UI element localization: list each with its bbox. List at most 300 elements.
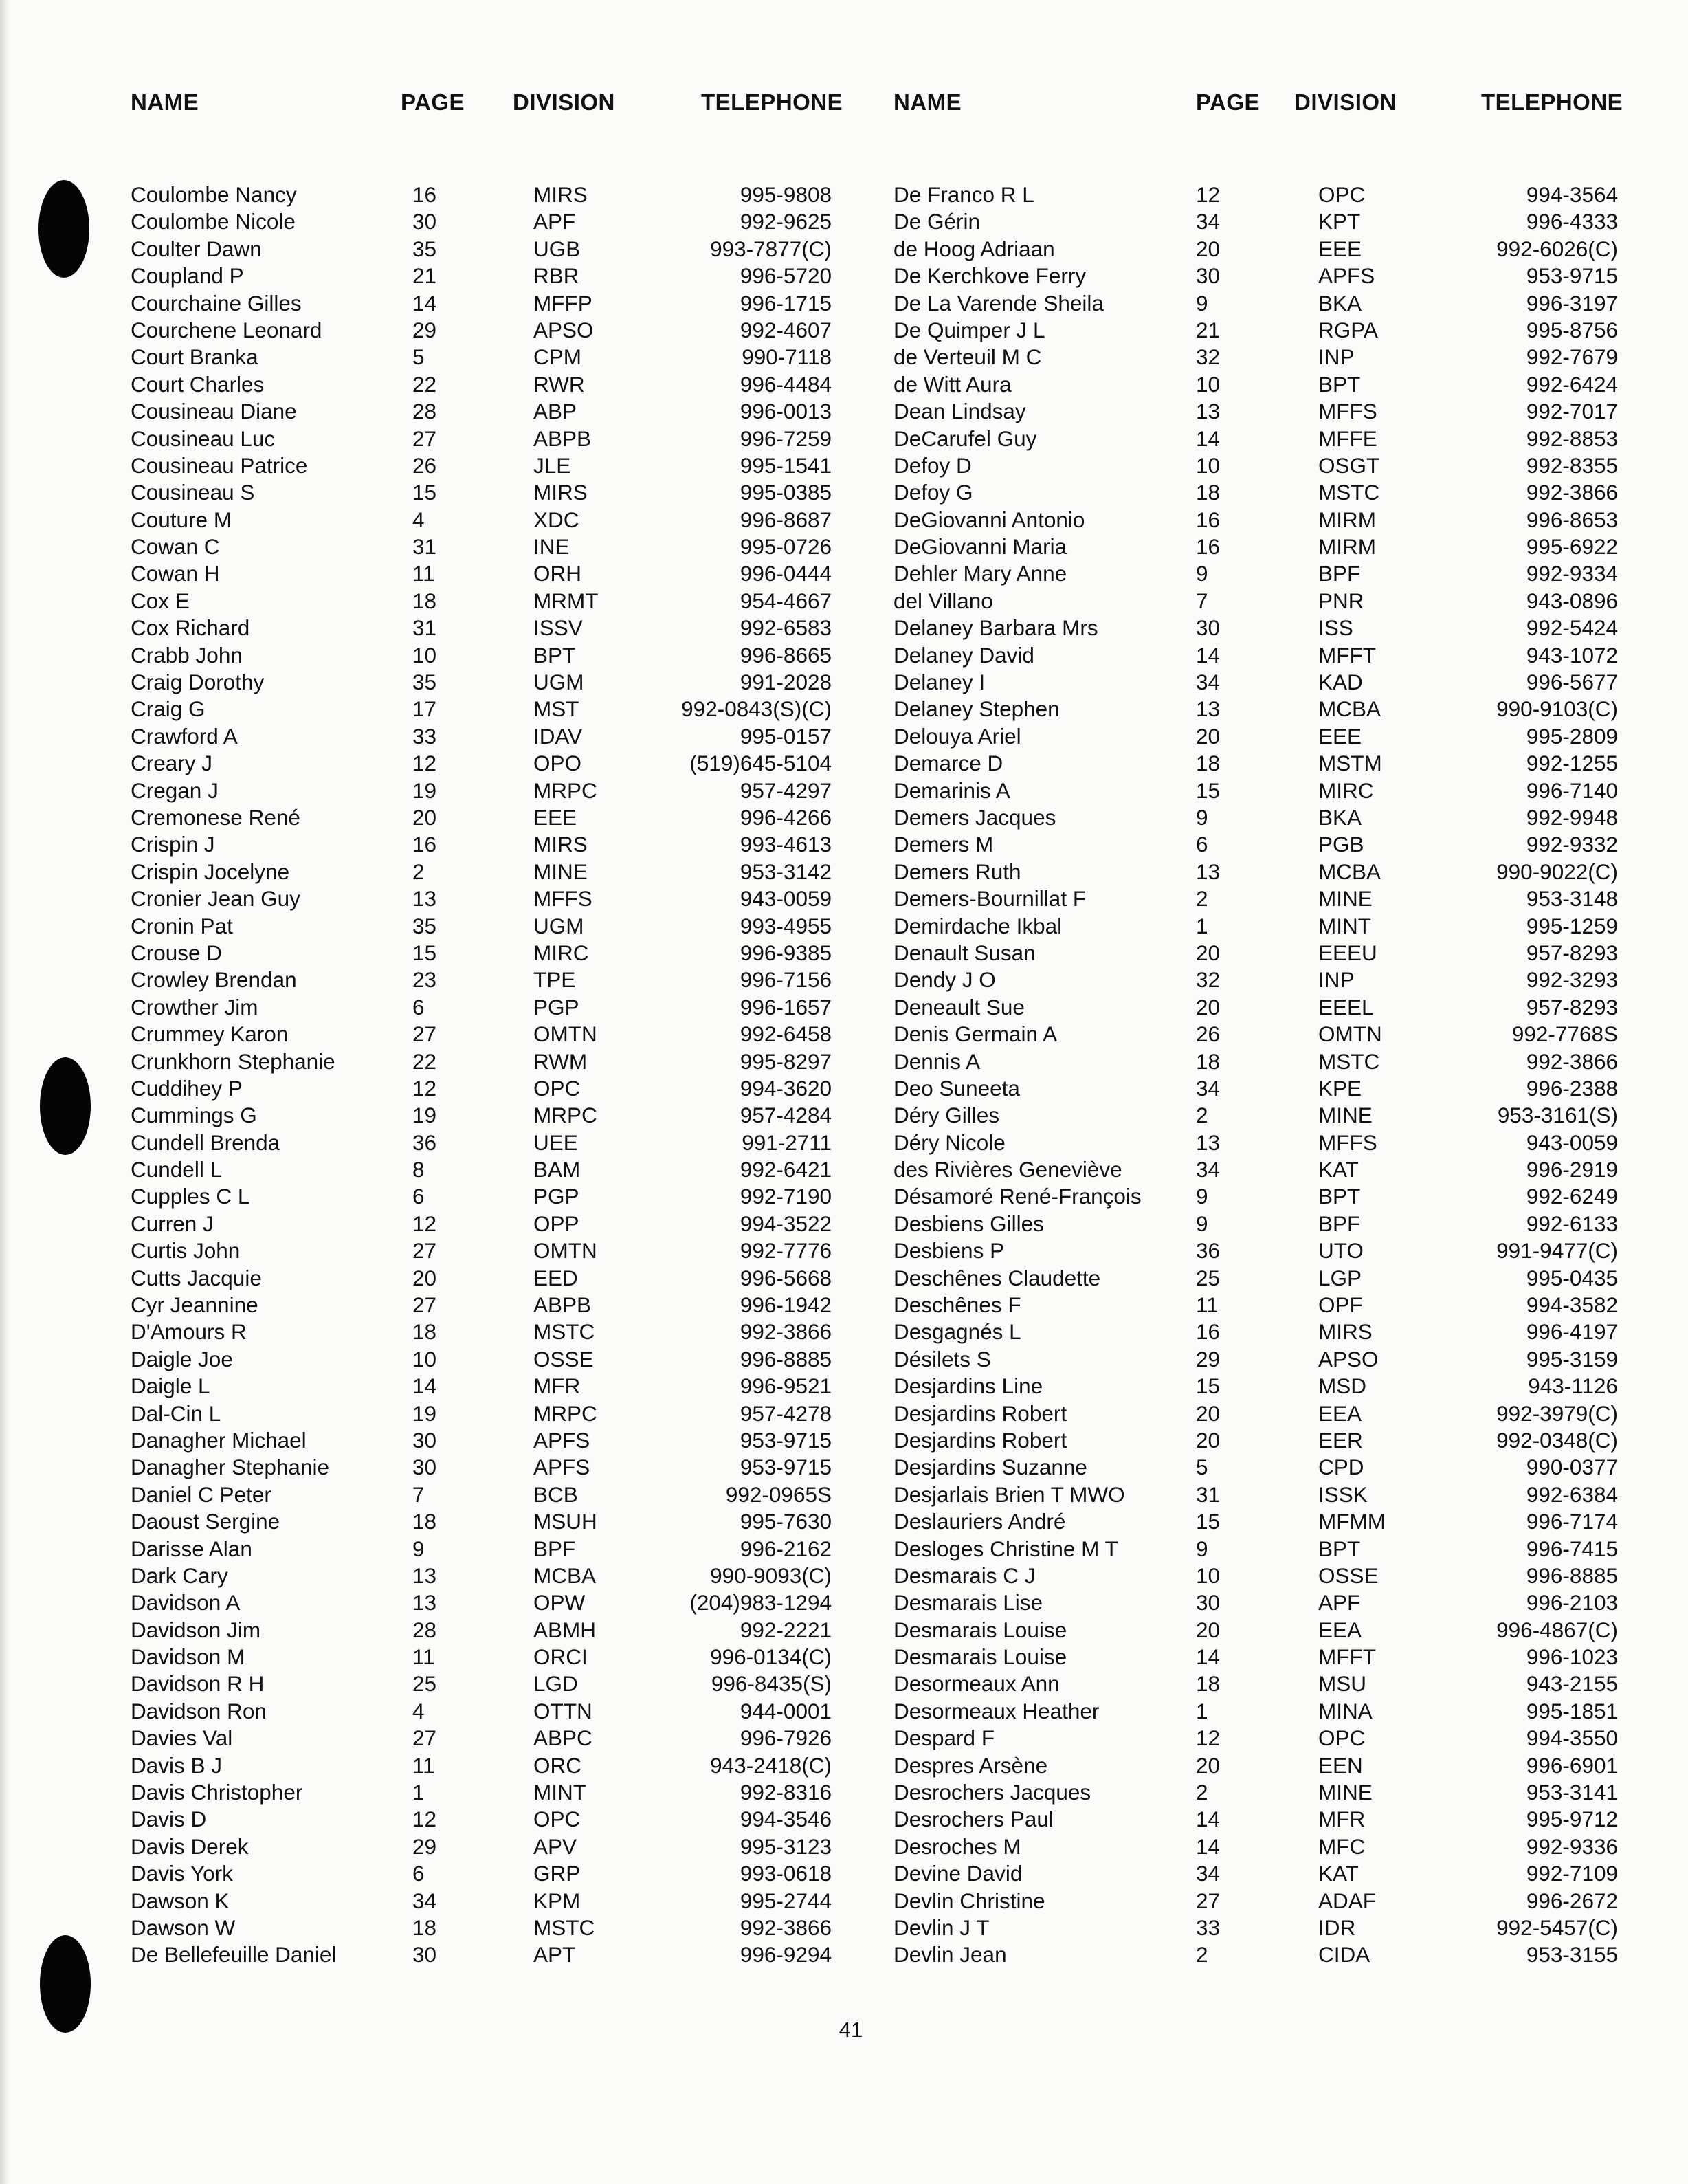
directory-entry <box>131 1941 845 1968</box>
entry-page: 6 <box>412 1861 425 1886</box>
entry-name: Delaney Barbara Mrs <box>893 615 1098 641</box>
entry-name: Crummey Karon <box>131 1022 289 1047</box>
entry-name: De Bellefeuille Daniel <box>131 1942 337 1967</box>
directory-entry <box>131 1779 845 1806</box>
directory-entry <box>131 1563 845 1589</box>
entry-telephone: 996-4484 <box>740 371 832 397</box>
left-entries <box>131 181 845 1969</box>
entry-telephone: 996-0013 <box>740 399 832 424</box>
entry-page: 34 <box>1196 1075 1221 1101</box>
header-page: PAGE <box>1196 89 1261 115</box>
entry-telephone: 994-3582 <box>1526 1292 1618 1318</box>
directory-entry <box>893 1860 1636 1887</box>
entry-page: 1 <box>1196 1698 1208 1723</box>
entry-name: Davidson M <box>131 1644 245 1670</box>
entry-telephone: 992-5424 <box>1526 615 1618 641</box>
directory-entry <box>893 1048 1636 1075</box>
directory-entry <box>131 1888 845 1915</box>
directory-entry <box>893 831 1636 858</box>
directory-entry <box>893 317 1636 344</box>
entry-division: MSTC <box>1318 1048 1380 1074</box>
entry-division: MSU <box>1318 1671 1366 1697</box>
entry-page: 14 <box>412 290 437 316</box>
directory-entry <box>131 804 845 831</box>
entry-page: 20 <box>1196 236 1221 261</box>
entry-page: 9 <box>1196 561 1208 586</box>
entry-page: 31 <box>1196 1481 1221 1507</box>
entry-page: 20 <box>1196 940 1221 965</box>
entry-name: Desloges Christine M T <box>893 1536 1118 1561</box>
entry-page: 29 <box>1196 1346 1221 1371</box>
entry-division: JLE <box>533 452 571 478</box>
entry-name: Davis Derek <box>131 1833 249 1859</box>
entry-division: KAT <box>1318 1157 1359 1182</box>
entry-telephone: 953-9715 <box>740 1455 832 1480</box>
entry-name: Demarinis A <box>893 777 1010 803</box>
entry-telephone: 995-0726 <box>740 534 832 560</box>
directory-entry <box>131 1075 845 1102</box>
entry-telephone: 996-0444 <box>740 561 832 586</box>
directory-entry <box>131 669 845 696</box>
entry-name: Crispin J <box>131 832 215 857</box>
entry-name: De Kerchkove Ferry <box>893 263 1087 289</box>
entry-division: OSGT <box>1318 452 1380 478</box>
directory-entry <box>131 1454 845 1481</box>
entry-name: Cowan C <box>131 534 220 560</box>
entry-division: MSTM <box>1318 751 1382 776</box>
entry-name: Defoy G <box>893 480 973 505</box>
entry-division: OPC <box>1318 182 1366 207</box>
entry-name: Désamoré René-François <box>893 1184 1142 1209</box>
entry-telephone: 996-2103 <box>1526 1590 1618 1615</box>
entry-name: Daigle L <box>131 1374 210 1399</box>
entry-name: Déry Nicole <box>893 1129 1006 1155</box>
entry-division: MSUH <box>533 1509 597 1534</box>
entry-telephone: 992-7017 <box>1526 399 1618 424</box>
directory-entry <box>893 263 1636 289</box>
entry-division: APF <box>1318 1590 1361 1615</box>
entry-name: Davidson Ron <box>131 1698 267 1723</box>
directory-entry <box>893 1183 1636 1210</box>
entry-name: Coulombe Nancy <box>131 182 297 207</box>
entry-division: MFFS <box>533 886 592 912</box>
entry-telephone: 995-8297 <box>740 1048 832 1074</box>
entry-telephone: 996-1657 <box>740 994 832 1019</box>
entry-division: OMTN <box>1318 1022 1382 1047</box>
entry-page: 14 <box>1196 1807 1221 1832</box>
entry-division: ABP <box>533 399 577 424</box>
directory-entry <box>893 804 1636 831</box>
entry-page: 20 <box>1196 1427 1221 1453</box>
entry-telephone: 994-3522 <box>740 1211 832 1236</box>
directory-entry <box>131 1481 845 1508</box>
entry-division: APSO <box>533 317 594 342</box>
entry-division: INP <box>1318 344 1355 370</box>
entry-name: Davies Val <box>131 1725 233 1751</box>
entry-name: Despard F <box>893 1725 995 1751</box>
entry-division: MFFT <box>1318 642 1376 668</box>
entry-telephone: 996-6901 <box>1526 1752 1618 1778</box>
entry-division: APT <box>533 1942 576 1967</box>
entry-division: MINT <box>533 1780 586 1805</box>
directory-entry <box>131 967 845 993</box>
directory-entry <box>131 208 845 235</box>
entry-telephone: 995-2744 <box>740 1888 832 1913</box>
directory-entry <box>131 1021 845 1048</box>
directory-entry <box>893 885 1636 912</box>
entry-name: Desmarais Louise <box>893 1644 1067 1670</box>
entry-name: Crunkhorn Stephanie <box>131 1048 335 1074</box>
entry-name: Courchene Leonard <box>131 317 322 342</box>
entry-name: Delaney David <box>893 642 1034 668</box>
entry-page: 30 <box>1196 1590 1221 1615</box>
entry-page: 8 <box>412 1157 425 1182</box>
entry-division: EEE <box>1318 723 1362 749</box>
entry-telephone: 992-9336 <box>1526 1833 1618 1859</box>
entry-name: Cremonese René <box>131 804 300 830</box>
entry-name: Daigle Joe <box>131 1346 233 1371</box>
directory-entry <box>893 696 1636 723</box>
entry-telephone: 992-0348(C) <box>1496 1427 1618 1453</box>
entry-page: 16 <box>1196 1319 1221 1345</box>
entry-division: BKA <box>1318 290 1362 316</box>
entry-page: 15 <box>412 480 437 505</box>
entry-name: Devlin Jean <box>893 1942 1007 1967</box>
directory-entry <box>131 1698 845 1725</box>
directory-entry <box>893 1806 1636 1833</box>
directory-entry <box>131 290 845 317</box>
entry-page: 20 <box>1196 994 1221 1019</box>
directory-entry <box>131 1752 845 1779</box>
entry-name: Demers Jacques <box>893 804 1056 830</box>
entry-division: MINE <box>1318 886 1373 912</box>
directory-entry <box>893 723 1636 750</box>
entry-page: 19 <box>412 1400 437 1426</box>
directory-entry <box>131 1806 845 1833</box>
entry-page: 21 <box>412 263 437 289</box>
entry-division: BPF <box>1318 561 1361 586</box>
entry-telephone: 996-8885 <box>740 1346 832 1371</box>
entry-division: UEE <box>533 1129 578 1155</box>
entry-division: TPE <box>533 967 576 993</box>
entry-page: 10 <box>1196 452 1221 478</box>
entry-name: Courchaine Gilles <box>131 290 302 316</box>
entry-page: 11 <box>1196 1292 1219 1318</box>
entry-telephone: 957-8293 <box>1526 994 1618 1019</box>
entry-telephone: 992-6424 <box>1526 371 1618 397</box>
entry-division: RWR <box>533 371 585 397</box>
entry-page: 31 <box>412 615 437 641</box>
entry-page: 14 <box>412 1374 437 1399</box>
entry-name: Cronin Pat <box>131 913 233 938</box>
directory-entry <box>893 533 1636 560</box>
entry-page: 2 <box>1196 1942 1208 1967</box>
entry-telephone: 953-3142 <box>740 859 832 884</box>
entry-division: RBR <box>533 263 579 289</box>
entry-division: PNR <box>1318 588 1364 613</box>
entry-page: 27 <box>412 1292 437 1318</box>
directory-entry <box>131 371 845 398</box>
entry-name: Delaney I <box>893 670 986 695</box>
entry-division: IDAV <box>533 723 583 749</box>
entry-division: MIRM <box>1318 507 1376 532</box>
entry-telephone: 996-4333 <box>1526 209 1618 234</box>
entry-telephone: 992-6421 <box>740 1157 832 1182</box>
entry-page: 36 <box>1196 1238 1221 1264</box>
entry-telephone: 990-9022(C) <box>1496 859 1618 884</box>
directory-entry <box>893 236 1636 263</box>
entry-division: OPC <box>1318 1725 1366 1751</box>
entry-page: 16 <box>1196 507 1221 532</box>
entry-page: 27 <box>1196 1888 1221 1913</box>
entry-name: Danagher Michael <box>131 1427 307 1453</box>
directory-entry <box>893 994 1636 1021</box>
entry-name: Crouse D <box>131 940 223 965</box>
entry-name: de Hoog Adriaan <box>893 236 1055 261</box>
entry-page: 12 <box>412 751 437 776</box>
entry-page: 14 <box>1196 1644 1221 1670</box>
entry-division: ORC <box>533 1752 581 1778</box>
entry-division: EEEL <box>1318 994 1374 1019</box>
entry-page: 35 <box>412 670 437 695</box>
entry-division: RGPA <box>1318 317 1378 342</box>
entry-division: MFMM <box>1318 1509 1386 1534</box>
entry-name: Desjardins Robert <box>893 1427 1067 1453</box>
entry-division: CIDA <box>1318 1942 1370 1967</box>
entry-page: 25 <box>1196 1265 1221 1290</box>
directory-entry <box>131 398 845 425</box>
directory-entry <box>893 1617 1636 1644</box>
entry-name: Cuddihey P <box>131 1075 243 1101</box>
entry-division: APV <box>533 1833 577 1859</box>
header-name: NAME <box>131 89 199 115</box>
entry-name: De Franco R L <box>893 182 1034 207</box>
directory-entry <box>131 1292 845 1319</box>
entry-name: Cutts Jacquie <box>131 1265 262 1290</box>
entry-page: 10 <box>1196 1563 1221 1588</box>
entry-division: MIRC <box>533 940 589 965</box>
entry-page: 2 <box>1196 886 1208 912</box>
entry-page: 29 <box>412 1833 437 1859</box>
entry-telephone: 991-9477(C) <box>1496 1238 1618 1264</box>
entry-name: Desjarlais Brien T MWO <box>893 1481 1125 1507</box>
entry-page: 35 <box>412 913 437 938</box>
entry-division: MFC <box>1318 1833 1366 1859</box>
entry-telephone: 993-7877(C) <box>710 236 832 261</box>
directory-entry <box>131 1183 845 1210</box>
entry-name: Crawford A <box>131 723 238 749</box>
entry-telephone: 993-4955 <box>740 913 832 938</box>
entry-page: 11 <box>412 1752 435 1778</box>
directory-entry <box>893 398 1636 425</box>
entry-division: OPO <box>533 751 582 776</box>
entry-division: KAT <box>1318 1861 1359 1886</box>
entry-page: 20 <box>1196 1752 1221 1778</box>
entry-name: Cousineau S <box>131 480 255 505</box>
entry-telephone: 992-6458 <box>740 1022 832 1047</box>
directory-entry <box>131 642 845 669</box>
entry-page: 9 <box>1196 290 1208 316</box>
entry-telephone: 995-9808 <box>740 182 832 207</box>
entry-page: 4 <box>412 507 425 532</box>
directory-entry <box>893 1156 1636 1183</box>
entry-telephone: 992-3866 <box>740 1319 832 1345</box>
entry-telephone: 995-2809 <box>1526 723 1618 749</box>
entry-division: BPT <box>1318 1184 1361 1209</box>
directory-entry <box>893 1752 1636 1779</box>
entry-telephone: 990-9093(C) <box>710 1563 832 1588</box>
entry-division: UGM <box>533 913 584 938</box>
entry-division: EEN <box>1318 1752 1363 1778</box>
directory-entry <box>131 913 845 940</box>
entry-division: BPF <box>533 1536 576 1561</box>
entry-division: ORH <box>533 561 581 586</box>
entry-telephone: 996-9294 <box>740 1942 832 1967</box>
directory-entry <box>131 1833 845 1860</box>
right-entries <box>893 181 1636 1969</box>
entry-telephone: 996-5668 <box>740 1265 832 1290</box>
entry-division: BPT <box>1318 371 1361 397</box>
entry-telephone: 991-2711 <box>742 1129 832 1155</box>
entry-name: D'Amours R <box>131 1319 247 1345</box>
entry-telephone: 996-2162 <box>740 1536 832 1561</box>
entry-page: 28 <box>412 399 437 424</box>
entry-page: 18 <box>1196 751 1221 776</box>
entry-telephone: 992-4607 <box>740 317 832 342</box>
entry-name: Couture M <box>131 507 232 532</box>
entry-page: 10 <box>412 1346 437 1371</box>
entry-division: EEE <box>533 804 577 830</box>
directory-entry <box>131 831 845 858</box>
entry-name: Craig Dorothy <box>131 670 265 695</box>
entry-page: 27 <box>412 1238 437 1264</box>
entry-page: 16 <box>412 832 437 857</box>
entry-division: ISS <box>1318 615 1353 641</box>
entry-division: MFFP <box>533 290 592 316</box>
directory-entry <box>131 317 845 344</box>
entry-page: 18 <box>412 1509 437 1534</box>
entry-page: 35 <box>412 236 437 261</box>
entry-page: 15 <box>1196 777 1221 803</box>
entry-division: MIRM <box>1318 534 1376 560</box>
entry-name: Cundell Brenda <box>131 1129 280 1155</box>
header-division: DIVISION <box>1294 89 1397 115</box>
entry-division: MRPC <box>533 1103 597 1128</box>
entry-name: Crowley Brendan <box>131 967 297 993</box>
directory-entry <box>893 371 1636 398</box>
entry-page: 30 <box>412 1455 437 1480</box>
entry-telephone: 957-4284 <box>740 1103 832 1128</box>
entry-division: INP <box>1318 967 1355 993</box>
entry-division: ISSV <box>533 615 583 641</box>
entry-division: BPT <box>533 642 576 668</box>
entry-telephone: 995-0435 <box>1526 1265 1618 1290</box>
entry-page: 19 <box>412 1103 437 1128</box>
entry-page: 9 <box>1196 804 1208 830</box>
entry-division: UGB <box>533 236 581 261</box>
entry-page: 23 <box>412 967 437 993</box>
entry-name: Coupland P <box>131 263 244 289</box>
directory-entry <box>893 208 1636 235</box>
entry-page: 27 <box>412 426 437 451</box>
entry-name: Désilets S <box>893 1346 991 1371</box>
directory-entry <box>131 1644 845 1670</box>
entry-division: ABPC <box>533 1725 592 1751</box>
entry-telephone: 996-8885 <box>1526 1563 1618 1588</box>
entry-page: 34 <box>1196 670 1221 695</box>
directory-entry <box>131 1129 845 1156</box>
entry-division: OMTN <box>533 1238 597 1264</box>
entry-name: Desbiens Gilles <box>893 1211 1044 1236</box>
entry-division: MSTC <box>533 1915 595 1940</box>
entry-page: 30 <box>412 1427 437 1453</box>
directory-entry <box>893 1265 1636 1292</box>
entry-page: 30 <box>1196 263 1221 289</box>
entry-division: MRMT <box>533 588 599 613</box>
directory-entry <box>131 1265 845 1292</box>
entry-name: Davis D <box>131 1807 207 1832</box>
entry-page: 34 <box>1196 1157 1221 1182</box>
entry-page: 4 <box>412 1698 425 1723</box>
entry-page: 13 <box>412 886 437 912</box>
entry-name: De Quimper J L <box>893 317 1045 342</box>
entry-name: Denis Germain A <box>893 1022 1058 1047</box>
entry-telephone: 957-8293 <box>1526 940 1618 965</box>
entry-page: 12 <box>412 1075 437 1101</box>
directory-entry <box>131 533 845 560</box>
entry-name: Cummings G <box>131 1103 257 1128</box>
directory-entry <box>131 236 845 263</box>
entry-telephone: 943-0059 <box>740 886 832 912</box>
header-page: PAGE <box>401 89 465 115</box>
binding-edge <box>0 0 10 2184</box>
entry-telephone: 992-6026(C) <box>1496 236 1618 261</box>
directory-entry <box>893 1481 1636 1508</box>
entry-telephone: 994-3564 <box>1526 182 1618 207</box>
directory-entry <box>893 913 1636 940</box>
directory-entry <box>893 1075 1636 1102</box>
entry-division: MSD <box>1318 1374 1366 1399</box>
directory-entry <box>131 1237 845 1264</box>
punch-hole-bottom <box>40 1935 91 2033</box>
entry-division: ORCI <box>533 1644 588 1670</box>
entry-division: KPM <box>533 1888 581 1913</box>
entry-telephone: 943-0896 <box>1526 588 1618 613</box>
entry-telephone: 994-3620 <box>740 1075 832 1101</box>
directory-entry <box>893 1725 1636 1752</box>
entry-page: 32 <box>1196 967 1221 993</box>
entry-telephone: 943-2155 <box>1526 1671 1618 1697</box>
entry-name: Despres Arsène <box>893 1752 1048 1778</box>
entry-telephone: 953-3148 <box>1526 886 1618 912</box>
entry-division: OMTN <box>533 1022 597 1047</box>
entry-page: 18 <box>1196 1671 1221 1697</box>
entry-name: Crabb John <box>131 642 243 668</box>
entry-page: 18 <box>412 1319 437 1345</box>
entry-name: Desbiens P <box>893 1238 1005 1264</box>
entry-name: Déry Gilles <box>893 1103 1000 1128</box>
entry-division: EEA <box>1318 1400 1362 1426</box>
entry-telephone: 992-8316 <box>740 1780 832 1805</box>
entry-division: APF <box>533 209 576 234</box>
entry-name: Desgagnés L <box>893 1319 1021 1345</box>
entry-division: CPD <box>1318 1455 1364 1480</box>
entry-division: MIRS <box>533 182 588 207</box>
directory-entry <box>893 669 1636 696</box>
directory-entry <box>131 1670 845 1697</box>
entry-telephone: 953-3155 <box>1526 1942 1618 1967</box>
entry-name: Crowther Jim <box>131 994 258 1019</box>
